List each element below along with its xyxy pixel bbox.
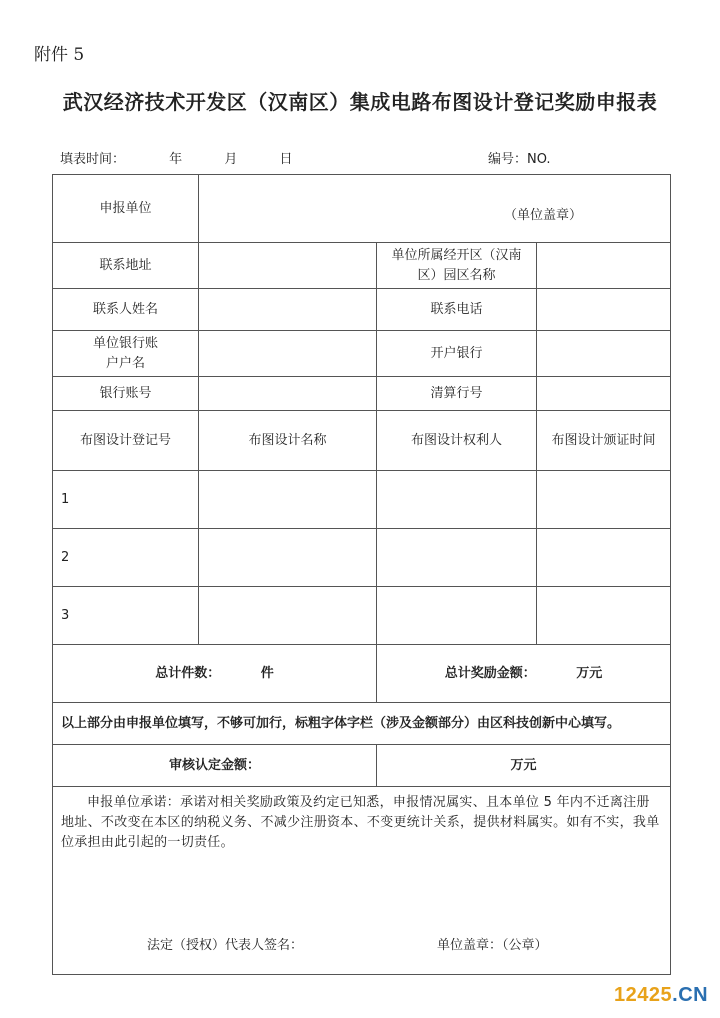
address-field[interactable] (199, 243, 377, 289)
row-cell[interactable] (199, 587, 377, 645)
account-name-field[interactable] (199, 331, 377, 377)
total-amount-label: 总计奖励金额： (444, 665, 536, 681)
row-cell[interactable] (199, 529, 377, 587)
fill-time (60, 148, 292, 167)
account-no-label: 银行账号 (53, 377, 199, 411)
row-number: 1 (53, 471, 199, 529)
month-label: 月 (224, 152, 238, 167)
contact-field[interactable] (199, 289, 377, 331)
fill-time-label: 填表时间： (60, 152, 126, 167)
approved-label: 审核认定金额： (53, 745, 377, 787)
row-cell[interactable] (537, 529, 671, 587)
applicant-field[interactable] (199, 175, 671, 243)
promise-section (53, 787, 671, 975)
watermark-dot: . (672, 984, 679, 1006)
table-row (53, 587, 671, 645)
row-cell[interactable] (537, 587, 671, 645)
row-cell[interactable] (537, 471, 671, 529)
attachment-label: 附件 5 (34, 45, 85, 65)
applicant-seal-note: （单位盖章） (503, 207, 582, 223)
col-reg-no: 布图设计登记号 (53, 411, 199, 471)
clearing-label: 清算行号 (377, 377, 537, 411)
total-amount[interactable] (377, 645, 671, 703)
day-label: 日 (279, 152, 293, 167)
bank-label: 开户银行 (377, 331, 537, 377)
account-no-field[interactable] (199, 377, 377, 411)
notice-text: 以上部分由申报单位填写，不够可加行，标粗字体字栏（涉及金额部分）由区科技创新中心填写。 (53, 703, 671, 745)
row-number: 3 (53, 587, 199, 645)
applicant-label: 申报单位 (53, 175, 199, 243)
site-watermark (614, 984, 708, 1007)
serial-number: 编号：NO. (488, 152, 551, 167)
bank-field[interactable] (537, 331, 671, 377)
promise-text: 申报单位承诺：承诺对相关奖励政策及约定已知悉，申报情况属实、且本单位 5 年内不迁离注册地址、不改变在本区的纳税义务、不减少注册资本、不变更统计关系，提供材料属实。如有不实，我单位承担由此引起的一切责任。 (61, 795, 660, 850)
clearing-field[interactable] (537, 377, 671, 411)
watermark-tld: CN (678, 984, 709, 1006)
row-cell[interactable] (377, 587, 537, 645)
phone-label: 联系电话 (377, 289, 537, 331)
address-label: 联系地址 (53, 243, 199, 289)
row-number: 2 (53, 529, 199, 587)
row-cell[interactable] (377, 529, 537, 587)
seal-label: 单位盖章：（公章） (437, 938, 548, 953)
approved-amount[interactable] (377, 745, 671, 787)
row-cell[interactable] (377, 471, 537, 529)
total-count-unit: 件 (260, 665, 274, 681)
signature-label: 法定（授权）代表人签名： (147, 938, 304, 953)
application-form (52, 174, 671, 975)
zone-label: 单位所属经开区（汉南区）园区名称 (377, 243, 537, 289)
col-name: 布图设计名称 (199, 411, 377, 471)
table-row (53, 471, 671, 529)
page-title: 武汉经济技术开发区（汉南区）集成电路布图设计登记奖励申报表 (62, 90, 658, 114)
approved-unit: 万元 (510, 757, 537, 773)
year-label: 年 (169, 152, 183, 167)
account-name-label: 单位银行账户户名 (53, 331, 199, 377)
row-cell[interactable] (199, 471, 377, 529)
contact-label: 联系人姓名 (53, 289, 199, 331)
zone-field[interactable] (537, 243, 671, 289)
total-count[interactable] (53, 645, 377, 703)
total-count-label: 总计件数： (155, 665, 221, 681)
total-amount-unit: 万元 (576, 665, 603, 681)
table-row (53, 529, 671, 587)
col-cert-time: 布图设计颁证时间 (537, 411, 671, 471)
col-holder: 布图设计权利人 (377, 411, 537, 471)
phone-field[interactable] (537, 289, 671, 331)
watermark-digits: 12425 (614, 984, 673, 1006)
